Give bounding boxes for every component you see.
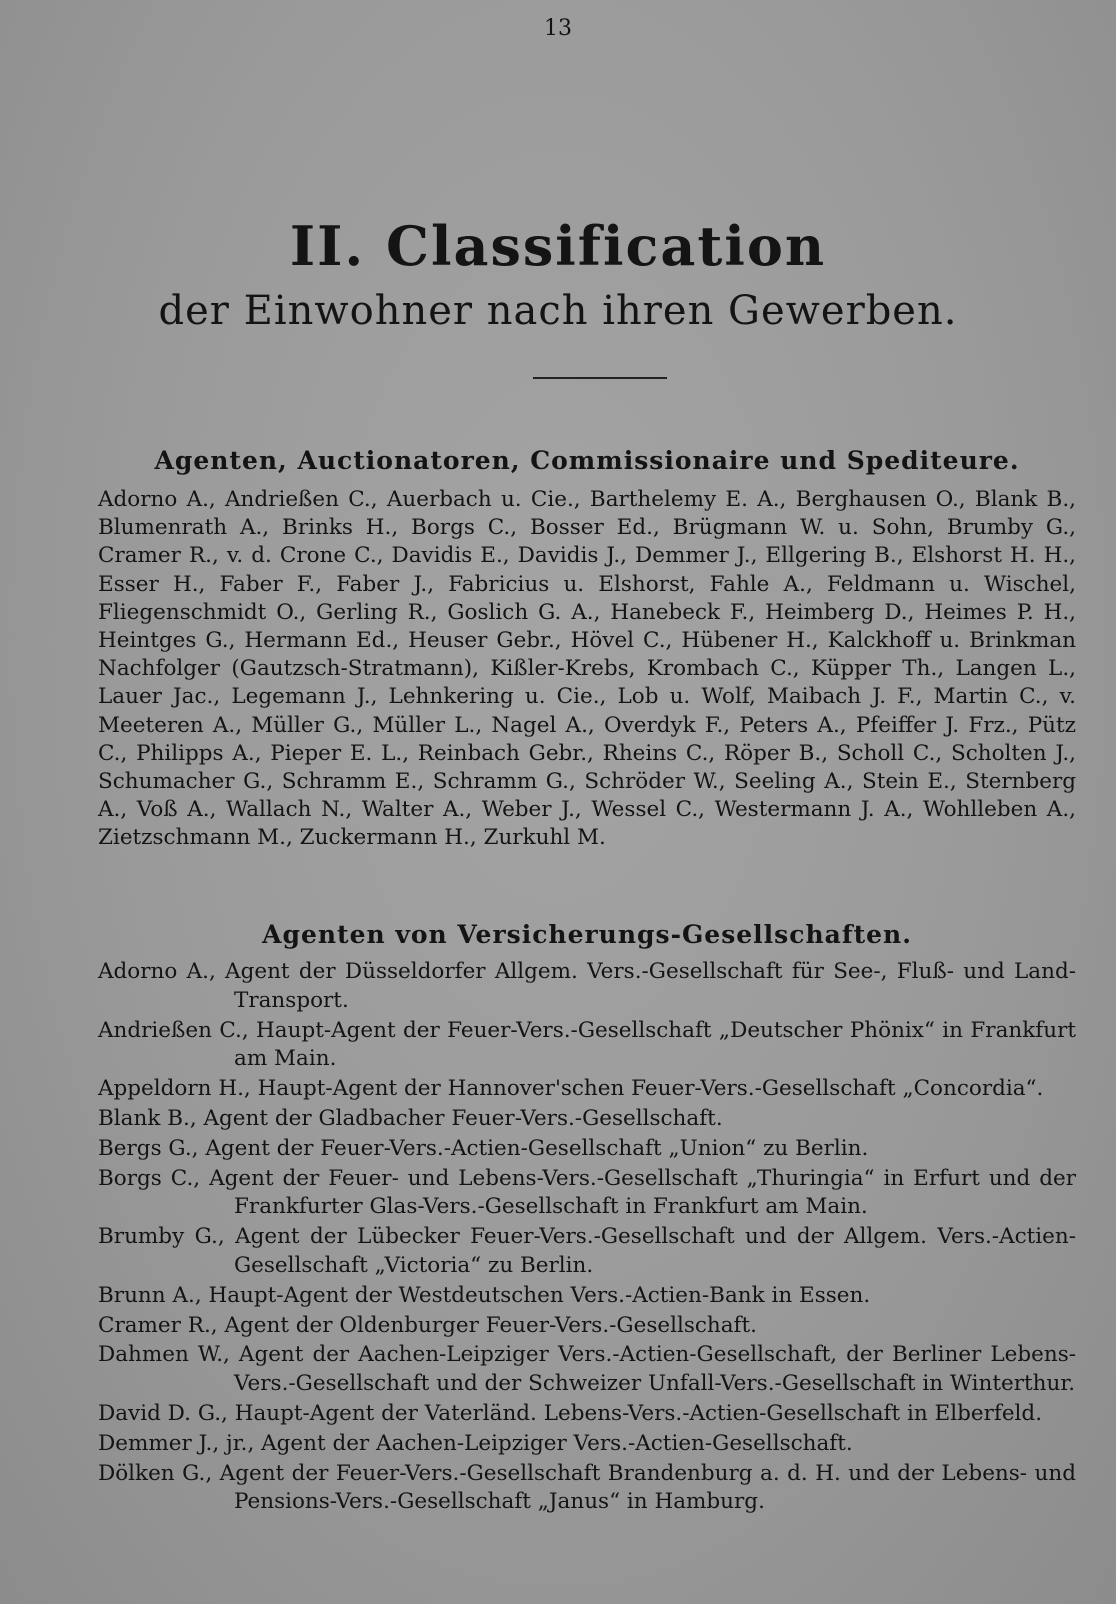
list-item: David D. G., Haupt-Agent der Vaterländ. Lebens-Vers.-Actien-Gesellschaft in Elberfeld. [98,1400,1043,1426]
list-item: Blank B., Agent der Gladbacher Feuer-Vers.-Gesellschaft. [98,1105,723,1131]
list-item: Brunn A., Haupt-Agent der Westdeutschen Vers.-Actien-Bank in Essen. [98,1282,871,1308]
section-heading-insurance-agents: Agenten von Versicherungs-Gesellschaften. [262,920,912,949]
list-item: Adorno A., Agent der Düsseldorfer Allgem. Vers.-Gesellschaft für See-, Fluß- und Land-Transport. [98,959,1076,1013]
section-body-agents: Adorno A., Andrießen C., Auerbach u. Cie., Barthelemy E. A., Berghausen O., Blank B., Blumenrath A., Brinks H., Borgs C., Bosser Ed., Brügmann W. u. Sohn, Brumby G., Cramer R., v. d. Crone C., Davidis E., Davidis J., Demmer J., Ellgering B., Elshorst H. H., Esser H., Faber F., Faber J., Fabricius u. Elshorst, Fahle A., Feldmann u. Wischel, Fliegenschmidt O., Gerling R., Goslich G. A., Hanebeck F., Heimberg D., Heimes P. H., Heintges G., Hermann Ed., Heuser Gebr., Hövel C., Hübener H., Kalckhoff u. Brinkman Nachfolger (Gautzsch-Stratmann), Kißler-Krebs, Krombach C., Küpper Th., Langen L., Lauer Jac., Legemann J., Lehnkering u. Cie., Lob u. Wolf, Maibach J. F., Martin C., v. Meeteren A., Müller G., Müller L., Nagel A., Overdyk F., Peters A., Pfeiffer J. Frz., Pütz C., Philipps A., Pieper E. L., Reinbach Gebr., Rheins C., Röper B., Scholl C., Scholten J., Schumacher G., Schramm E., Schramm G., Schröder W., Seeling A., Stein E., Sternberg A., Voß A., Wallach N., Walter A., Weber J., Wessel C., Westermann J. A., Wohlleben A., Zietzschmann M., Zuckermann H., Zurkuhl M. [98,487,1076,851]
list-item: Dölken G., Agent der Feuer-Vers.-Gesellschaft Brandenburg a. d. H. und der Lebens- und Pensions-Vers.-Gesellschaft „Janus“ in Hamburg. [98,1460,1076,1515]
list-item: Andrießen C., Haupt-Agent der Feuer-Vers.-Gesellschaft „Deutscher Phönix“ in Frankfurt am Main. [98,1017,1076,1072]
list-item: Borgs C., Agent der Feuer- und Lebens-Vers.-Gesellschaft „Thuringia“ in Erfurt und der Frankfurter Glas-Vers.-Gesellschaft in Frankfurt am Main. [98,1165,1076,1220]
list-item: Dahmen W., Agent der Aachen-Leipziger Vers.-Actien-Gesellschaft, der Berliner Lebens-Vers.-Gesellschaft und der Schweizer Unfall-Vers.-Gesellschaft in Winterthur. [98,1342,1076,1397]
section-heading-agents: Agenten, Auctionatoren, Commissionaire und Spediteure. [154,446,1020,475]
insurance-agents-list [98,958,1076,1518]
chapter-title: II. Classification [289,214,827,278]
divider-rule [533,377,667,379]
list-item: Demmer J., jr., Agent der Aachen-Leipziger Vers.-Actien-Gesellschaft. [98,1430,853,1456]
page-number: 13 [544,16,572,41]
list-item: Bergs G., Agent der Feuer-Vers.-Actien-Gesellschaft „Union“ zu Berlin. [98,1135,869,1161]
list-item: Appeldorn H., Haupt-Agent der Hannover'schen Feuer-Vers.-Gesellschaft „Concordia“. [98,1076,1044,1102]
list-item: Cramer R., Agent der Oldenburger Feuer-Vers.-Gesellschaft. [98,1312,757,1338]
list-item: Brumby G., Agent der Lübecker Feuer-Vers.-Gesellschaft und der Allgem. Vers.-Actien-Gesellschaft „Victoria“ zu Berlin. [98,1224,1076,1278]
chapter-subtitle: der Einwohner nach ihren Gewerben. [158,288,958,334]
